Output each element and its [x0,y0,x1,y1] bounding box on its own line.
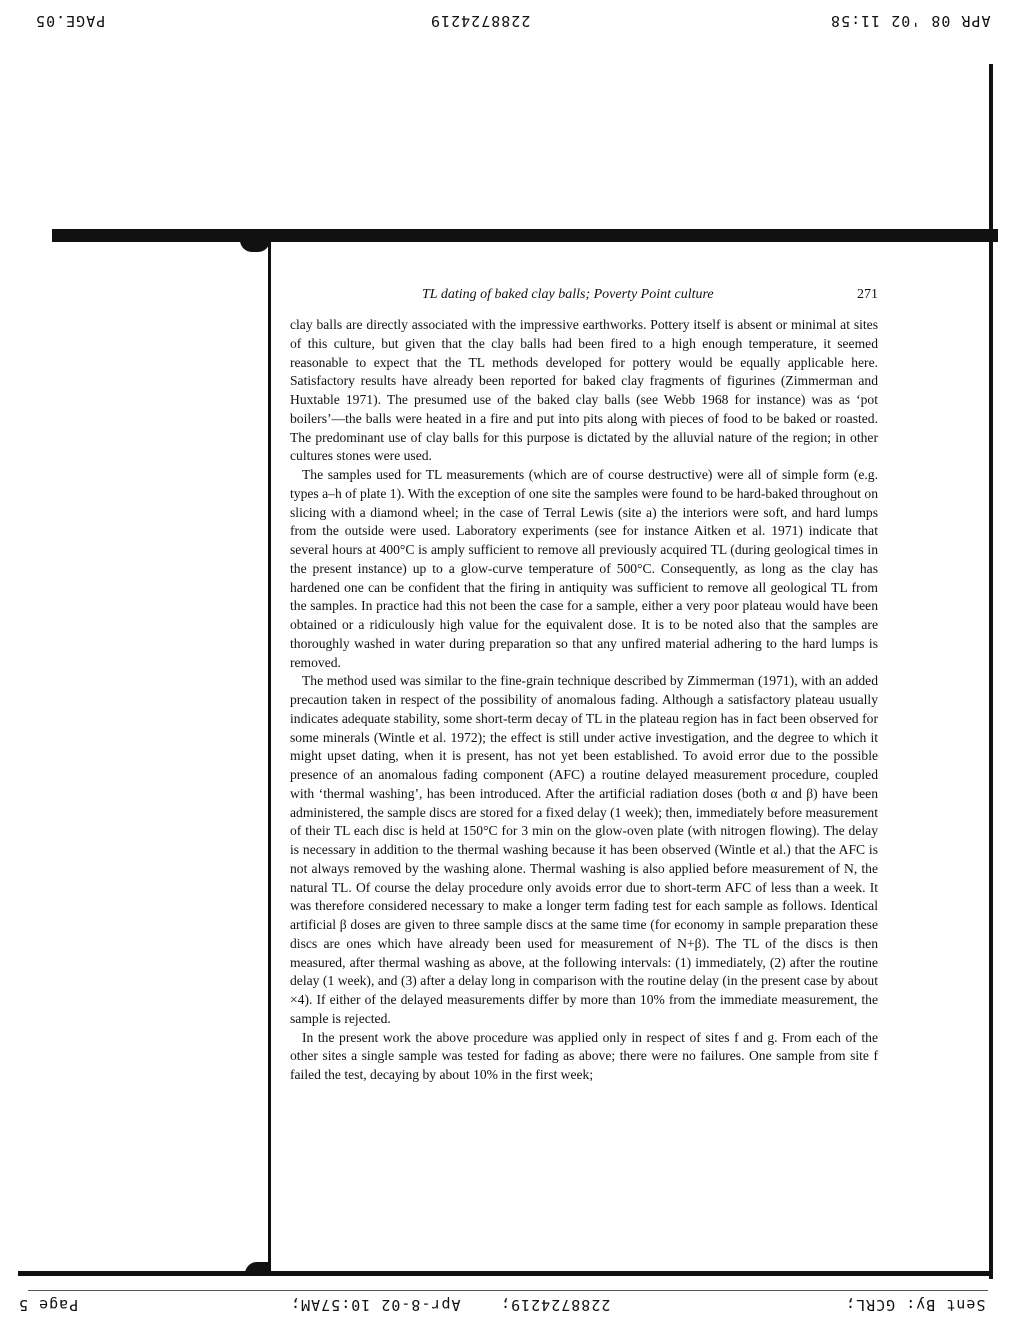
fax-header-number: 2288724219 [430,12,531,30]
fax-header-datetime: APR 08 '02 11:58 [830,12,991,30]
running-header-title: TL dating of baked clay balls; Poverty Point culture [422,287,714,302]
scan-border-left [268,240,271,1275]
scan-border-notch [240,240,270,252]
fax-footer-rule [28,1290,988,1291]
page-number: 271 [857,287,878,302]
scan-border-corner [245,1262,271,1276]
fax-footer-sender: Sent By: GCRL; [845,1296,986,1314]
article-body [290,316,878,1085]
scan-border-right [989,64,993,1279]
fax-footer-number: 2288724219; [500,1296,611,1314]
paragraph: clay balls are directly associated with the impressive earthworks. Pottery itself is absent or minimal at sites of this culture, but given that the clay balls had been fired to a high enough temperature, it seemed reasonable to expect that the TL methods developed for pottery would be equally applicable here. Satisfactory results have already been reported for baked clay fragments of figurines (Zimmerman and Huxtable 1971). The presumed use of the baked clay balls (see Webb 1968 for instance) was as ‘pot boilers’—the balls were heated in a fire and put into pits along with pieces of food to be baked or roasted. The predominant use of clay balls for this purpose is dictated by the alluvial nature of the region; in other cultures stones were used. [290,317,878,464]
paragraph: The method used was similar to the fine-grain technique described by Zimmerman (1971), with an added precaution taken in respect of the possibility of anomalous fading. Although a satisfactory plateau usually indicates adequate stability, some short-term decay of TL in the plateau region has in fact been observed for some minerals (Wintle et al. 1972); the effect is still under active investigation, and the degree to which it might upset dating, when it is present, has not yet been established. To avoid error due to the possible presence of an anomalous fading component (AFC) a routine delayed measurement procedure, coupled with ‘thermal washing’, has been introduced. After the artificial radiation doses (both α and β) have been administered, the sample discs are stored for a fixed delay (1 week); then, immediately before measurement of their TL each disc is held at 150°C for 3 min on the glow-oven plate (with nitrogen flowing). The delay is necessary in addition to the thermal washing because it has been observed (Wintle et al.) that the AFC is not always removed by the washing alone. Thermal washing is also applied before measurement of N, the natural TL. Of course the delay procedure only avoids error due to short-term AFC of less than a week. It was therefore considered necessary to make a longer term fading test for each sample as follows. Identical artificial β doses are given to three sample discs at the same time (for economy in sample preparation these discs are ones which have already been used for measurement of N+β). The TL of the discs is then measured, after thermal washing as above, at the following intervals: (1) immediately, (2) after the routine delay (1 week), and (3) after a delay long in comparison with the routine delay (in the present case by about ×4). If either of the delayed measurements differ by more than 10% from the immediate measurement, the sample is rejected. [290,673,878,1026]
scan-border-bottom [18,1271,993,1276]
fax-header-page: PAGE.05 [35,12,106,30]
scan-border-top [52,229,998,242]
paragraph: In the present work the above procedure was applied only in respect of sites f and g. From each of the other sites a single sample was tested for fading as above; there were no failures. One sample from site f failed the test, decaying by about 10% in the first week; [290,1029,878,1082]
fax-footer-date: Apr-8-02 10:57AM; [290,1296,461,1314]
paragraph: The samples used for TL measurements (which are of course destructive) were all of simple form (e.g. types a–h of plate 1). With the exception of one site the samples were found to be hard-baked throughout on slicing with a diamond wheel; in the case of Terral Lewis (site a) the interiors were soft, and hard lumps from the outside were used. Laboratory experiments (see for instance Aitken et al. 1971) indicate that several hours at 400°C is amply sufficient to remove all previously acquired TL (during geological times in the present instance) up to a glow-curve temperature of 500°C. Consequently, as long as the clay has hardened one can be confident that the firing in antiquity was sufficient to remove all geological TL from the samples. In practice had this not been the case for a sample, either a very poor plateau would have been obtained or a ridiculously high value for the equivalent dose. It is to be noted also that the samples are thoroughly washed in water during preparation so that any unfired material adhering to the hard lumps is removed. [290,467,878,670]
fax-footer-page: Page 5 [18,1296,79,1314]
